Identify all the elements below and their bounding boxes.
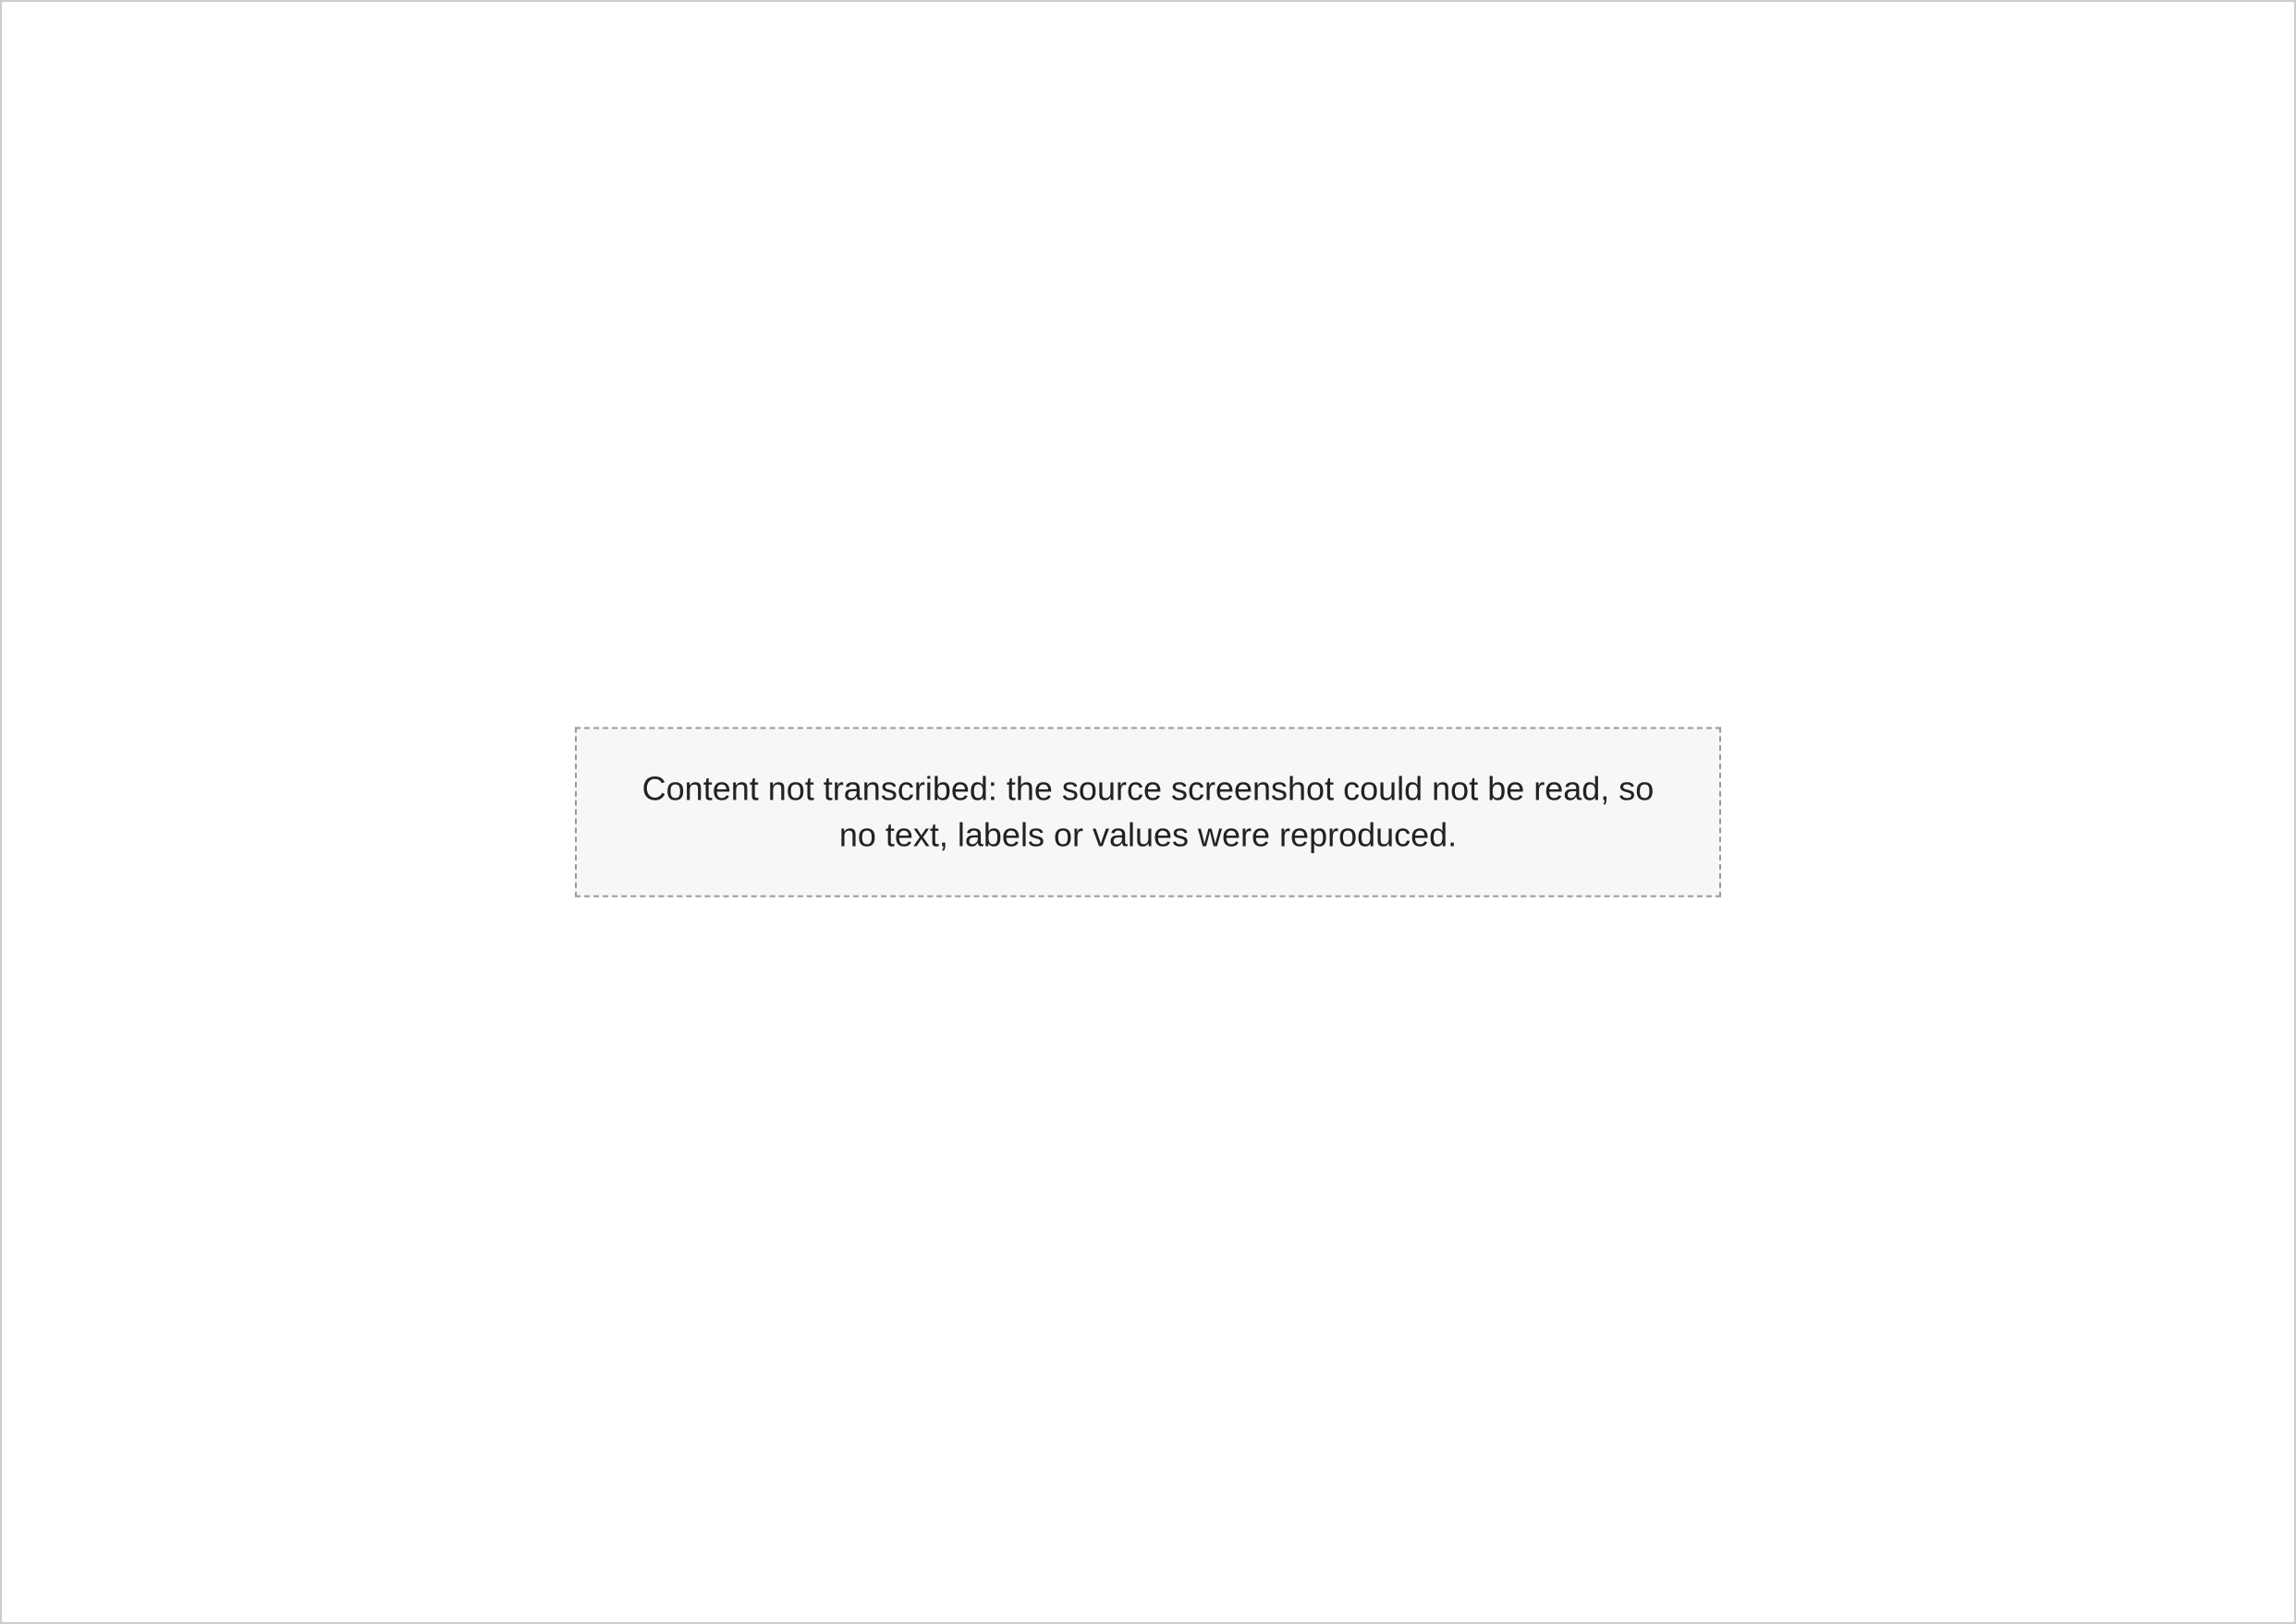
placeholder-notice: Content not transcribed: the source screenshot could not be read, so no text, labels or values were reproduced. [575, 727, 1721, 897]
